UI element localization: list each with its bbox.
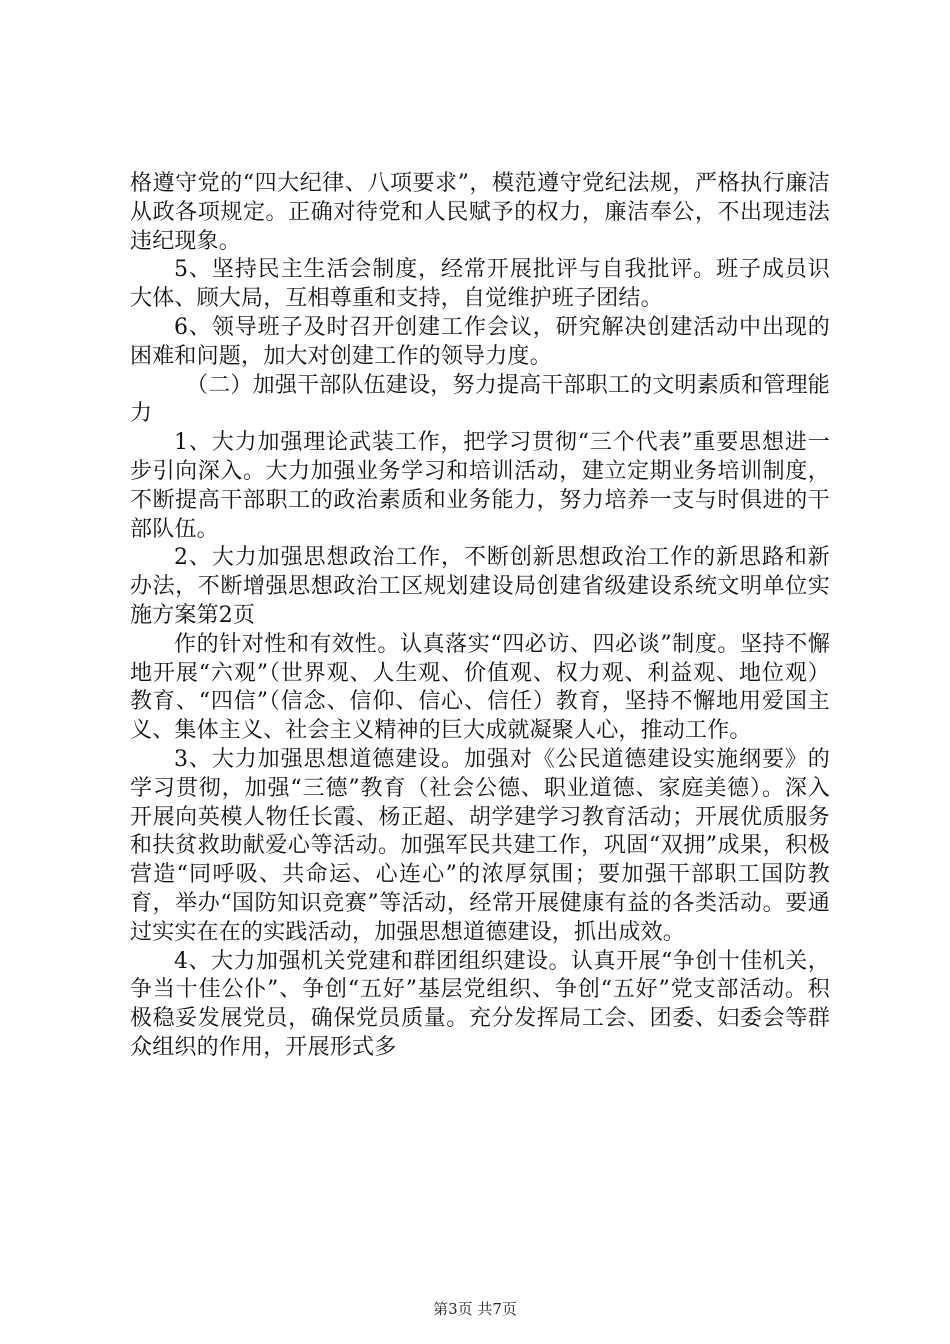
paragraph-item-4: 4、大力加强机关党建和群团组织建设。认真开展“争创十佳机关，争当十佳公仆”、争创“五好”基层党组织、争创“五好”党支部活动。积极稳妥发展党员，确保党员质量。充分发挥局工会、团委、妇委会等群众组织的作用，开展形式多 [130, 948, 830, 1060]
page-footer: 第3页 共7页 [433, 1300, 517, 1318]
paragraph-item-2: 2、大力加强思想政治工作，不断创新思想政治工作的新思路和新办法，不断增强思想政治工区规划建设局创建省级建设系统文明单位实施方案第2页 [130, 545, 830, 628]
section-heading-2: （二）加强干部队伍建设，努力提高干部职工的文明素质和管理能力 [130, 372, 830, 427]
paragraph-continuation: 格遵守党的“四大纪律、八项要求”，模范遵守党纪法规，严格执行廉洁从政各项规定。正确对待党和人民赋予的权力，廉洁奉公，不出现违法违纪现象。 [130, 171, 830, 254]
document-body [130, 170, 830, 1063]
paragraph-item-6: 6、领导班子及时召开创建工作会议，研究解决创建活动中出现的困难和问题，加大对创建工作的领导力度。 [130, 314, 830, 369]
paragraph-item-3: 3、大力加强思想道德建设。加强对《公民道德建设实施纲要》的学习贯彻，加强“三德”教育（社会公德、职业道德、家庭美德）。深入开展向英模人物任长霞、杨正超、胡学建学习教育活动；开展优质服务和扶贫救助献爱心等活动。加强军民共建工作，巩固“双拥”成果，积极营造“同呼吸、共命运、心连心”的浓厚氛围；要加强干部职工国防教育，举办“国防知识竞赛”等活动，经常开展健康有益的各类活动。要通过实实在在的实践活动，加强思想道德建设，抓出成效。 [130, 746, 830, 945]
paragraph-item-5: 5、坚持民主生活会制度，经常开展批评与自我批评。班子成员识大体、顾大局，互相尊重和支持，自觉维护班子团结。 [130, 257, 830, 312]
paragraph-item-1: 1、大力加强理论武装工作，把学习贯彻“三个代表”重要思想进一步引向深入。大力加强业务学习和培训活动，建立定期业务培训制度，不断提高干部职工的政治素质和业务能力，努力培养一支与时俱进的干部队伍。 [130, 430, 830, 542]
paragraph-item-2-continued: 作的针对性和有效性。认真落实“四必访、四必谈”制度。坚持不懈地开展“六观”（世界观、人生观、价值观、权力观、利益观、地位观）教育、“四信”（信念、信仰、信心、信任）教育，坚持不懈地用爱国主义、集体主义、社会主义精神的巨大成就凝聚人心，推动工作。 [130, 631, 830, 744]
